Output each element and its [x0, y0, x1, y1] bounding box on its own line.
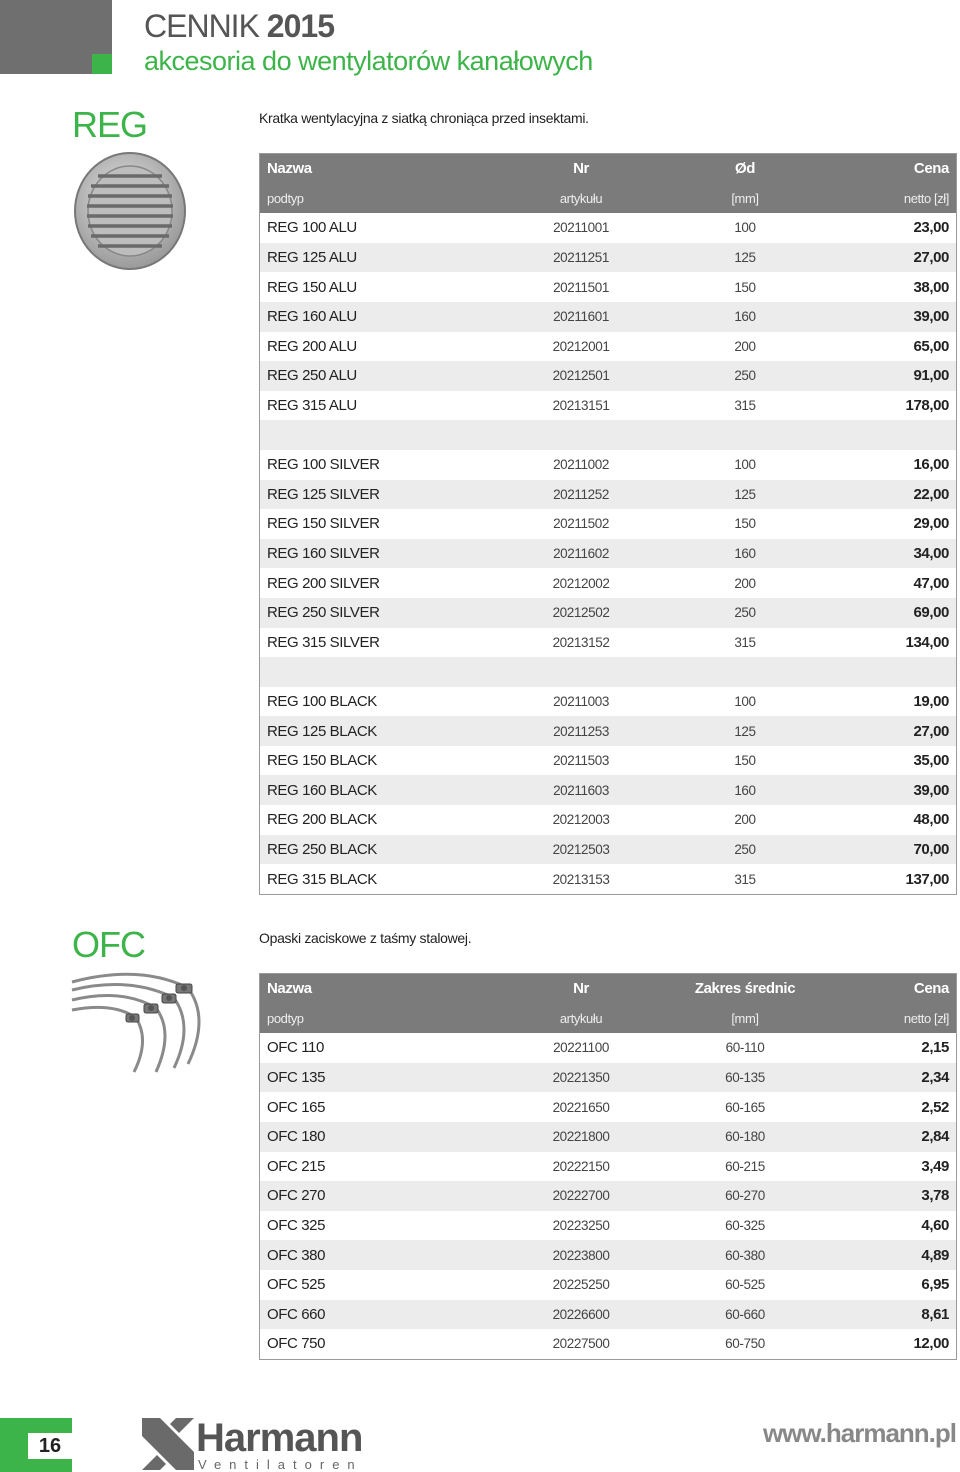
- price-cell: 4,60: [921, 1217, 949, 1235]
- diameter-cell: 60-380: [658, 1240, 832, 1270]
- table-subheader-row: [260, 1004, 957, 1034]
- price-cell: 16,00: [913, 456, 949, 474]
- article-number-cell: 20211003: [553, 693, 609, 709]
- table-row: [260, 213, 957, 243]
- article-number-cell: 20226600: [504, 1300, 658, 1330]
- product-name-cell: REG 125 ALU: [260, 243, 505, 273]
- table-row: [260, 775, 957, 805]
- table-row: [260, 598, 957, 628]
- article-number-cell: 20211502: [553, 516, 609, 532]
- col-range-subheader: [mm]: [731, 1010, 759, 1026]
- col-name-subheader: podtyp: [267, 190, 304, 206]
- diameter-cell: 160: [658, 539, 832, 569]
- brand-tagline: Ventilatoren: [198, 1457, 363, 1472]
- col-diameter-subheader: [mm]: [731, 190, 759, 206]
- diameter-cell: 200: [734, 338, 756, 354]
- ofc-price-table: [259, 973, 957, 1360]
- article-number-cell: 20211002: [553, 457, 609, 473]
- table-row: [260, 1122, 957, 1152]
- diameter-cell: 250: [658, 835, 832, 865]
- price-cell: 48,00: [913, 811, 949, 829]
- corner-accent: [92, 54, 112, 74]
- product-name-cell: REG 315 BLACK: [267, 870, 377, 888]
- product-name-cell: OFC 215: [267, 1157, 326, 1175]
- brand-name: Harmann: [196, 1416, 363, 1460]
- harmann-logo-icon: [142, 1418, 194, 1470]
- article-number-cell: 20212501: [504, 361, 658, 391]
- diameter-cell: 60-325: [725, 1218, 765, 1234]
- page-number: 16: [28, 1433, 72, 1459]
- price-cell: 47,00: [913, 574, 949, 592]
- article-number-cell: 20213153: [552, 871, 610, 887]
- table-row: [260, 272, 957, 302]
- table-row: [260, 1063, 957, 1093]
- table-row: [260, 391, 957, 421]
- article-number-cell: 20211252: [504, 480, 658, 510]
- page-subtitle: akcesoria do wentylatorów kanałowych: [144, 46, 593, 76]
- round-vent-grille-icon: [72, 150, 188, 272]
- product-name-cell: REG 100 BLACK: [267, 692, 377, 710]
- table-row: [260, 302, 957, 332]
- article-number-cell: 20221100: [553, 1040, 609, 1056]
- spacer-cell: [260, 420, 957, 450]
- table-row: [260, 864, 957, 894]
- product-name-cell: REG 100 SILVER: [267, 456, 380, 474]
- diameter-cell: 160: [658, 775, 832, 805]
- article-number-cell: 20221650: [552, 1099, 610, 1115]
- product-name-cell: REG 125 SILVER: [260, 480, 505, 510]
- article-number-cell: 20223250: [552, 1218, 610, 1234]
- section-description-ofc: Opaski zaciskowe z taśmy stalowej.: [259, 930, 472, 946]
- table-row: [260, 805, 957, 835]
- price-cell: 137,00: [905, 870, 949, 888]
- table-row: [260, 1181, 957, 1211]
- price-cell: 8,61: [832, 1300, 957, 1330]
- article-number-cell: 20213151: [552, 398, 610, 414]
- table-row: [260, 450, 957, 480]
- product-name-cell: OFC 660: [260, 1300, 505, 1330]
- article-number-cell: 20225250: [552, 1277, 610, 1293]
- table-header-row: [260, 154, 957, 184]
- diameter-cell: 250: [658, 361, 832, 391]
- diameter-cell: 150: [734, 753, 756, 769]
- table-body: [260, 1033, 957, 1359]
- product-name-cell: REG 160 ALU: [260, 302, 505, 332]
- diameter-cell: 60-215: [725, 1158, 765, 1174]
- product-name-cell: REG 125 BLACK: [260, 716, 505, 746]
- spacer-cell: [260, 657, 957, 687]
- section-code-reg: REG: [72, 104, 148, 145]
- diameter-cell: 60-660: [658, 1300, 832, 1330]
- article-number-cell: 20211251: [504, 243, 658, 273]
- table-row: [260, 1211, 957, 1241]
- col-diameter-header: Ød: [734, 160, 756, 178]
- product-name-cell: OFC 165: [267, 1098, 326, 1116]
- article-number-cell: 20212001: [552, 338, 610, 354]
- diameter-cell: 60-165: [725, 1099, 765, 1115]
- product-name-cell: REG 250 BLACK: [260, 835, 505, 865]
- table-body: [260, 213, 957, 894]
- article-number-cell: 20212002: [552, 575, 610, 591]
- article-number-cell: 20211253: [504, 716, 658, 746]
- col-nr-subheader: artykułu: [559, 1010, 603, 1026]
- article-number-cell: 20211603: [504, 775, 658, 805]
- price-cell: 38,00: [913, 278, 949, 296]
- section-code-ofc: OFC: [72, 924, 145, 965]
- price-cell: 134,00: [905, 633, 949, 651]
- price-cell: 3,78: [832, 1181, 957, 1211]
- diameter-cell: 60-135: [658, 1063, 832, 1093]
- price-cell: 2,52: [921, 1098, 949, 1116]
- col-price-header: Cena: [913, 980, 949, 998]
- price-cell: 6,95: [921, 1276, 949, 1294]
- diameter-cell: 60-110: [725, 1040, 765, 1056]
- table-row: [260, 1033, 957, 1063]
- price-cell: 2,84: [832, 1122, 957, 1152]
- col-price-subheader: netto [zł]: [903, 1010, 949, 1026]
- table-row: [260, 716, 957, 746]
- article-number-cell: 20212003: [552, 812, 610, 828]
- diameter-cell: 100: [734, 457, 756, 473]
- col-range-header: Zakres średnic: [694, 980, 796, 998]
- table-row: [260, 1092, 957, 1122]
- product-name-cell: REG 315 ALU: [267, 397, 357, 415]
- price-cell: 65,00: [913, 337, 949, 355]
- price-cell: 69,00: [832, 598, 957, 628]
- product-name-cell: OFC 380: [260, 1240, 505, 1270]
- price-cell: 35,00: [913, 752, 949, 770]
- price-cell: 70,00: [832, 835, 957, 865]
- product-name-cell: OFC 325: [267, 1217, 326, 1235]
- article-number-cell: 20212503: [504, 835, 658, 865]
- product-name-cell: REG 100 ALU: [267, 219, 357, 237]
- website-link[interactable]: www.harmann.pl: [762, 1418, 956, 1448]
- table-row: [260, 539, 957, 569]
- article-number-cell: 20221800: [504, 1122, 658, 1152]
- table-row: [260, 1240, 957, 1270]
- price-cell: 2,15: [921, 1039, 949, 1057]
- col-nr-header: Nr: [573, 160, 589, 178]
- article-number-cell: 20223800: [504, 1240, 658, 1270]
- table-row: [260, 509, 957, 539]
- price-cell: 4,89: [832, 1240, 957, 1270]
- diameter-cell: 250: [658, 598, 832, 628]
- article-number-cell: 20222150: [552, 1158, 610, 1174]
- article-number-cell: 20222700: [504, 1181, 658, 1211]
- product-name-cell: OFC 525: [267, 1276, 326, 1294]
- product-name-cell: REG 200 ALU: [267, 337, 357, 355]
- product-name-cell: REG 250 ALU: [260, 361, 505, 391]
- reg-price-table: [259, 153, 957, 895]
- product-name-cell: OFC 750: [267, 1335, 326, 1353]
- product-name-cell: OFC 180: [260, 1122, 505, 1152]
- col-name-header: Nazwa: [267, 160, 312, 178]
- diameter-cell: 200: [734, 812, 756, 828]
- product-name-cell: REG 150 BLACK: [267, 752, 377, 770]
- price-cell: 2,34: [832, 1063, 957, 1093]
- table-row: [260, 687, 957, 717]
- col-price-header: Cena: [913, 160, 949, 178]
- table-row: [260, 1329, 957, 1359]
- product-name-cell: OFC 135: [260, 1063, 505, 1093]
- product-name-cell: REG 150 ALU: [267, 278, 357, 296]
- title-prefix: CENNIK: [144, 8, 259, 44]
- price-cell: 22,00: [832, 480, 957, 510]
- table-row: [260, 746, 957, 776]
- diameter-cell: 160: [658, 302, 832, 332]
- article-number-cell: 20211501: [553, 279, 609, 295]
- price-cell: 27,00: [832, 716, 957, 746]
- title-year: 2015: [266, 8, 334, 44]
- diameter-cell: 125: [658, 480, 832, 510]
- table-row: [260, 568, 957, 598]
- price-cell: 23,00: [913, 219, 949, 237]
- article-number-cell: 20227500: [552, 1336, 610, 1352]
- price-cell: 91,00: [832, 361, 957, 391]
- diameter-cell: 125: [658, 243, 832, 273]
- table-row: [260, 835, 957, 865]
- diameter-cell: 60-180: [658, 1122, 832, 1152]
- table-row: [260, 243, 957, 273]
- product-name-cell: REG 250 SILVER: [260, 598, 505, 628]
- price-cell: 39,00: [832, 775, 957, 805]
- table-subheader-row: [260, 184, 957, 214]
- diameter-cell: 315: [734, 634, 756, 650]
- diameter-cell: 315: [734, 871, 756, 887]
- price-cell: 19,00: [913, 692, 949, 710]
- diameter-cell: 100: [734, 693, 756, 709]
- article-number-cell: 20213152: [552, 634, 610, 650]
- price-cell: 3,49: [921, 1157, 949, 1175]
- diameter-cell: 315: [734, 398, 756, 414]
- product-name-cell: REG 315 SILVER: [267, 633, 380, 651]
- diameter-cell: 60-525: [725, 1277, 765, 1293]
- article-number-cell: 20211503: [553, 753, 609, 769]
- price-cell: 34,00: [832, 539, 957, 569]
- article-number-cell: 20212502: [504, 598, 658, 628]
- diameter-cell: 150: [734, 516, 756, 532]
- diameter-cell: 125: [658, 716, 832, 746]
- col-name-header: Nazwa: [267, 980, 312, 998]
- col-name-subheader: podtyp: [267, 1010, 304, 1026]
- diameter-cell: 60-750: [725, 1336, 765, 1352]
- table-row: [260, 1152, 957, 1182]
- table-row: [260, 332, 957, 362]
- product-name-cell: REG 160 SILVER: [260, 539, 505, 569]
- col-price-subheader: netto [zł]: [903, 190, 949, 206]
- diameter-cell: 200: [734, 575, 756, 591]
- table-row: [260, 1300, 957, 1330]
- price-cell: 178,00: [905, 397, 949, 415]
- price-cell: 12,00: [913, 1335, 949, 1353]
- section-description-reg: Kratka wentylacyjna z siatką chroniąca przed insektami.: [259, 110, 589, 126]
- diameter-cell: 150: [734, 279, 756, 295]
- table-row: [260, 480, 957, 510]
- table-row: [260, 628, 957, 658]
- product-name-cell: REG 200 SILVER: [267, 574, 380, 592]
- price-cell: 39,00: [832, 302, 957, 332]
- article-number-cell: 20211001: [553, 220, 609, 236]
- group-spacer-row: [260, 420, 957, 450]
- price-cell: 27,00: [832, 243, 957, 273]
- price-cell: 29,00: [913, 515, 949, 533]
- page-title: [144, 8, 334, 45]
- article-number-cell: 20211601: [504, 302, 658, 332]
- product-name-cell: REG 160 BLACK: [260, 775, 505, 805]
- article-number-cell: 20221350: [504, 1063, 658, 1093]
- diameter-cell: 60-270: [658, 1181, 832, 1211]
- group-spacer-row: [260, 657, 957, 687]
- table-header-row: [260, 974, 957, 1004]
- col-nr-subheader: artykułu: [559, 190, 603, 206]
- diameter-cell: 100: [734, 220, 756, 236]
- article-number-cell: 20211602: [504, 539, 658, 569]
- product-name-cell: OFC 110: [267, 1039, 324, 1057]
- product-name-cell: REG 150 SILVER: [267, 515, 380, 533]
- table-row: [260, 361, 957, 391]
- product-name-cell: OFC 270: [260, 1181, 505, 1211]
- table-row: [260, 1270, 957, 1300]
- product-name-cell: REG 200 BLACK: [267, 811, 377, 829]
- steel-hose-clamps-icon: [70, 968, 210, 1074]
- col-nr-header: Nr: [573, 980, 589, 998]
